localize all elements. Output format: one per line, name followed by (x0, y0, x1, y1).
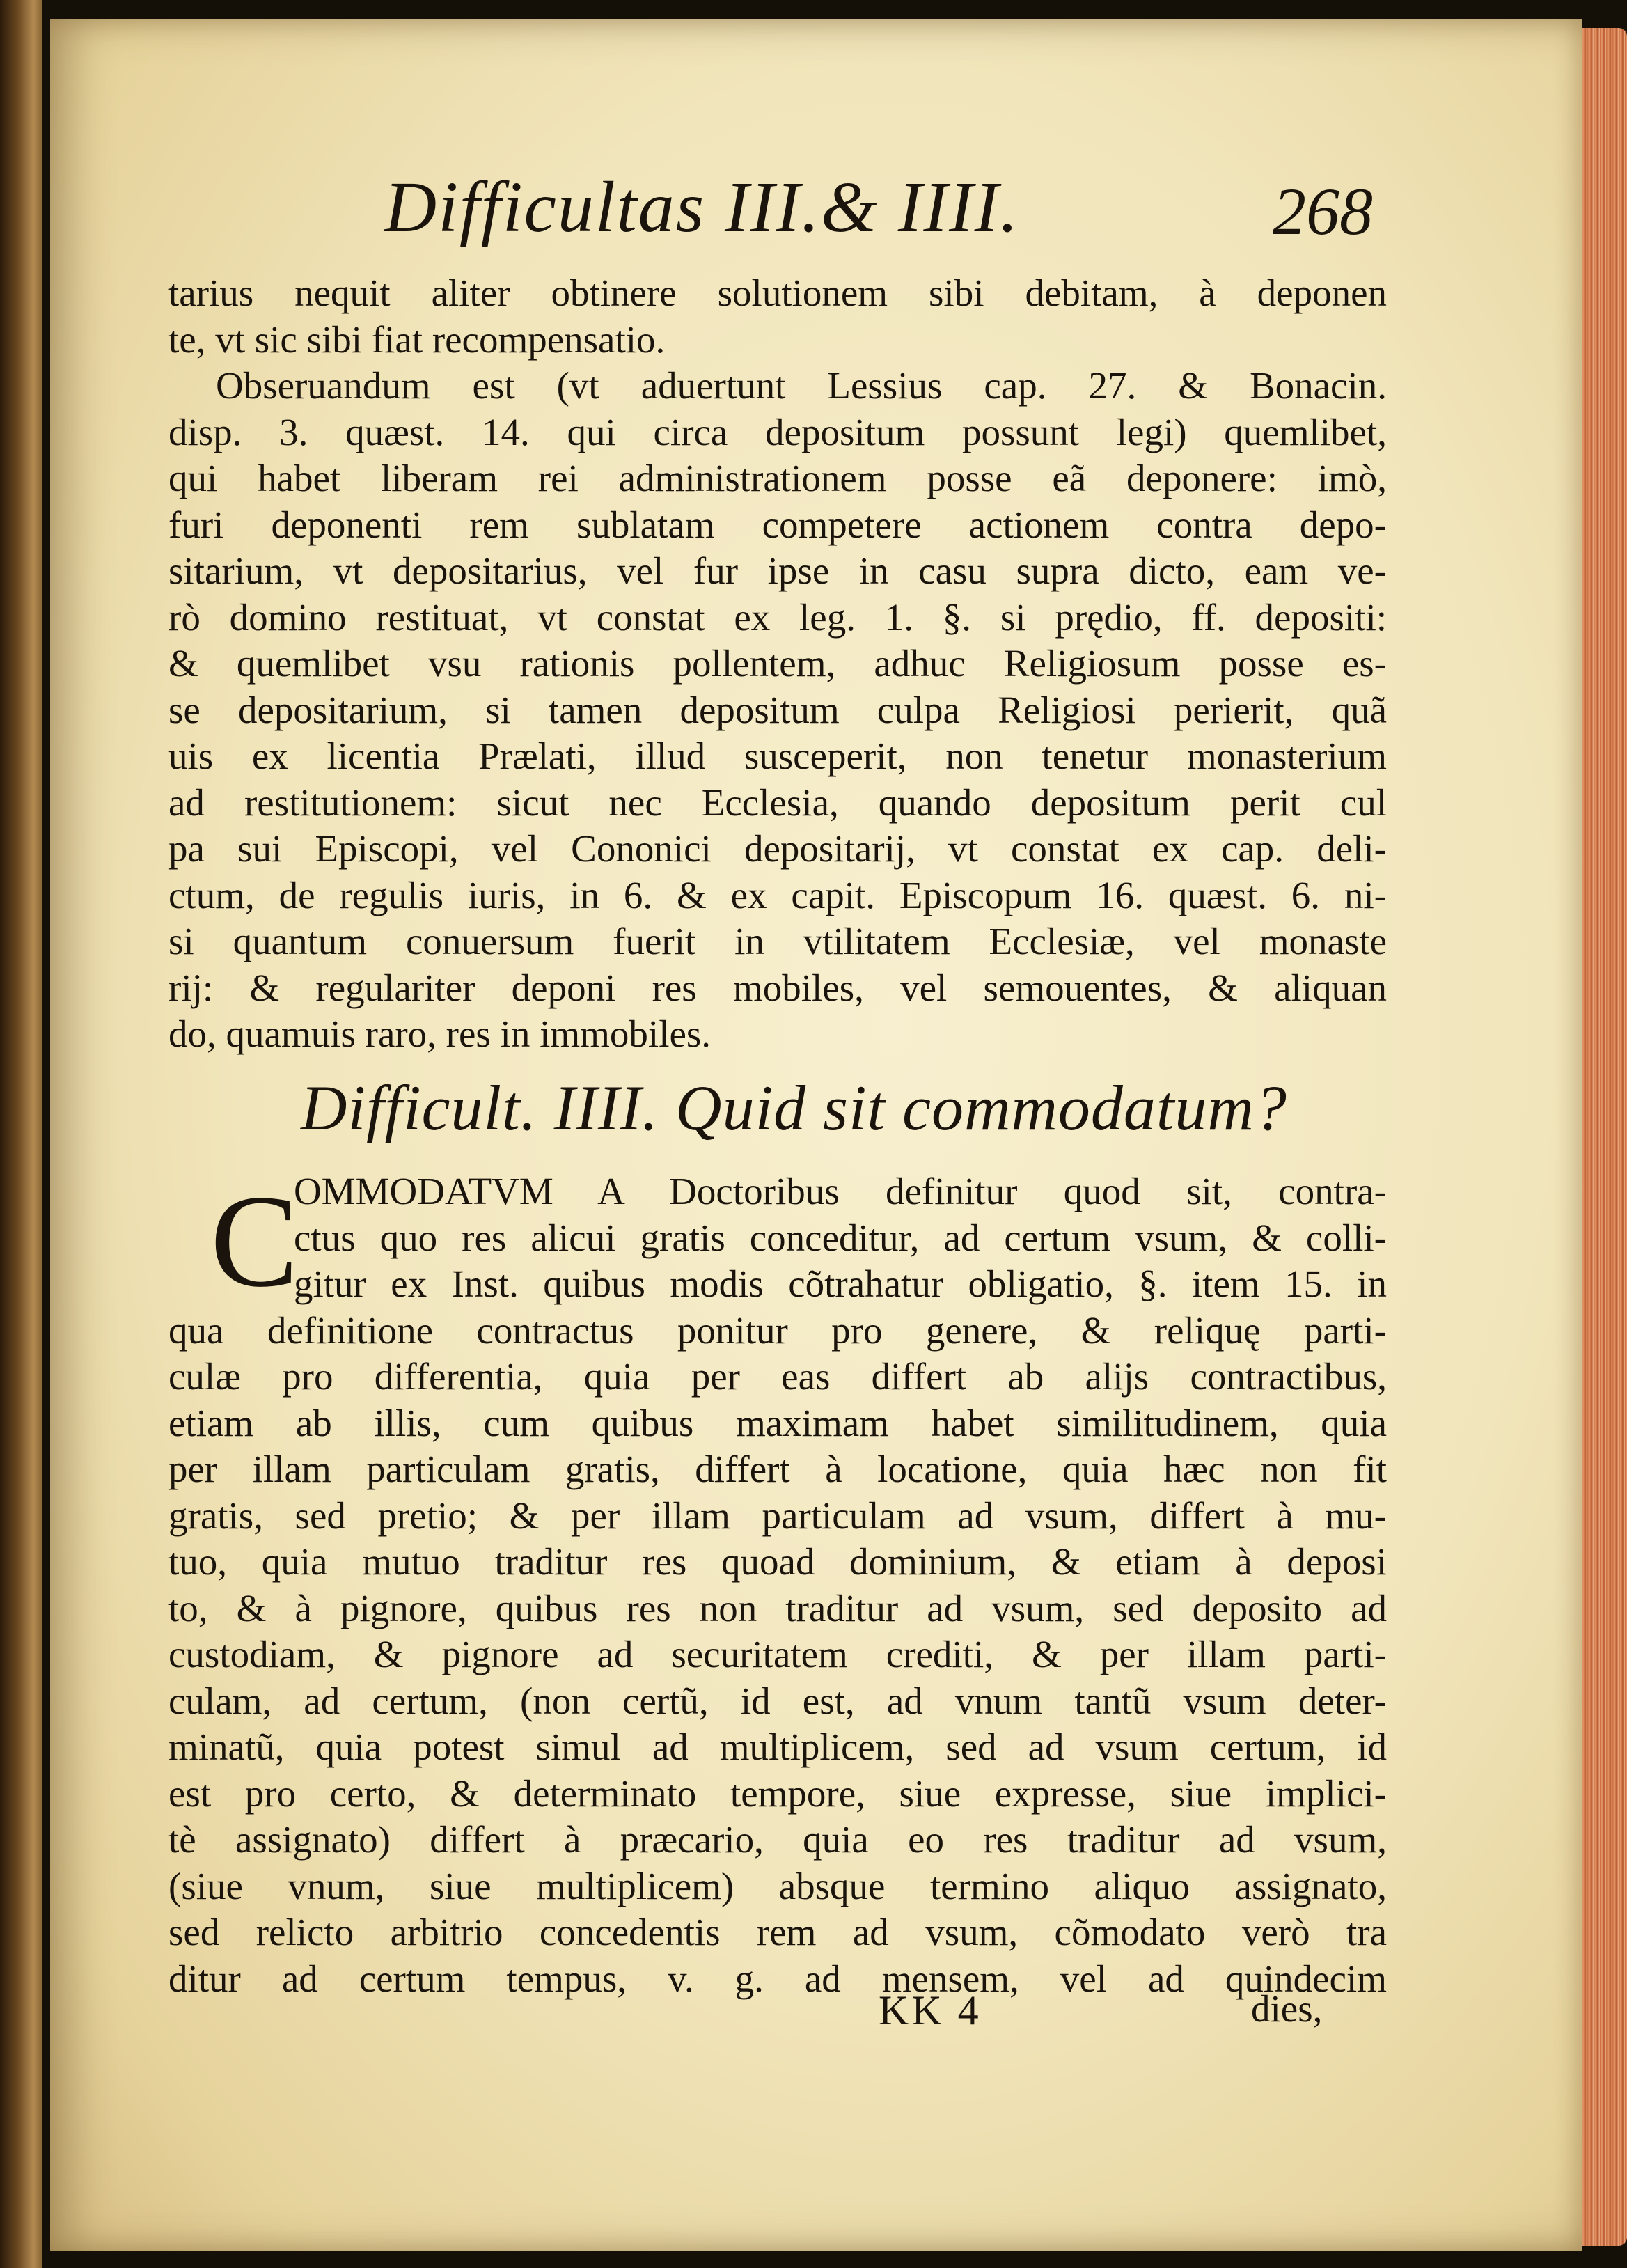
text-line: culam, ad certum, (non certũ, id est, ad vnum tantũ vsum deter- (168, 1679, 1387, 1722)
text-line: sed relicto arbitrio concedentis rem ad vsum, cõmodato verò tra (168, 1911, 1387, 1953)
catchword: dies, (1251, 1987, 1323, 2030)
text-line: gratis, sed pretio; & per illam particulam ad vsum, differt à mu- (168, 1494, 1387, 1537)
book-page (50, 19, 1582, 2251)
previous-page-edge (0, 0, 42, 2268)
text-line: ctus quo res alicui gratis conceditur, ad certum vsum, & colli- (294, 1216, 1387, 1259)
text-line: sitarium, vt depositarius, vel fur ipse in casu supra dicto, eam ve- (168, 549, 1387, 592)
text-line: uis ex licentia Prælati, illud susceperit, non tenetur monasterium (168, 735, 1387, 777)
text-line: furi deponenti rem sublatam competere actionem contra depo- (168, 503, 1387, 546)
text-line: tarius nequit aliter obtinere solutionem sibi debitam, à deponen (168, 272, 1387, 314)
text-line: ditur ad certum tempus, v. g. ad mensem, vel ad quindecim (168, 1957, 1387, 2000)
section-1-text (168, 270, 1387, 1058)
signature-mark: KK 4 (879, 1987, 982, 2033)
drop-cap: C (210, 1168, 299, 1315)
text-line: ctum, de regulis iuris, in 6. & ex capit. Episcopum 16. quæst. 6. ni- (168, 873, 1387, 916)
text-line: est pro certo, & determinato tempore, siue expresse, siue implici- (168, 1772, 1387, 1815)
text-line: tuo, quia mutuo traditur res quoad dominium, & etiam à deposi (168, 1540, 1387, 1583)
text-line: custodiam, & pignore ad securitatem crediti, & per illam parti- (168, 1633, 1387, 1675)
text-line: disp. 3. quæst. 14. qui circa depositum possunt legi) quemlibet, (168, 410, 1387, 453)
text-line: etiam ab illis, cum quibus maximam habet similitudinem, quia (168, 1401, 1387, 1444)
text-line: rij: & regulariter deponi res mobiles, vel semouentes, & aliquan (168, 966, 1387, 1009)
text-line: se depositarium, si tamen depositum culpa Religiosi perierit, quã (168, 688, 1387, 731)
text-line: do, quamuis raro, res in immobiles. (168, 1012, 712, 1055)
section-heading: Difficult. IIII. Quid sit commodatum? (301, 1072, 1287, 1143)
text-line: pa sui Episcopi, vel Cononici depositarij, vt constat ex cap. deli- (168, 827, 1387, 870)
text-line: OMMODATVM A Doctoribus definitur quod sit, contra- (294, 1170, 1387, 1212)
text-line: gitur ex Inst. quibus modis cõtrahatur obligatio, §. item 15. in (294, 1262, 1387, 1305)
text-line: si quantum conuersum fuerit in vtilitatem Ecclesiæ, vel monaste (168, 920, 1387, 962)
text-line: & quemlibet vsu rationis pollentem, adhuc Religiosum posse es- (168, 642, 1387, 685)
text-line: to, & à pignore, quibus res non traditur ad vsum, sed deposito ad (168, 1586, 1387, 1629)
text-line: minatũ, quia potest simul ad multiplicem, sed ad vsum certum, id (168, 1726, 1387, 1768)
text-line: qua definitione contractus ponitur pro genere, & reliquę parti- (168, 1308, 1387, 1352)
text-line: per illam particulam gratis, differt à locatione, quia hæc non fit (168, 1448, 1387, 1490)
text-line: Obseruandum est (vt aduertunt Lessius cap. 27. & Bonacin. (216, 364, 1387, 407)
text-line: culæ pro differentia, quia per eas differt ab alijs contractibus, (168, 1355, 1387, 1398)
text-line: te, vt sic sibi fiat recompensatio. (168, 318, 666, 361)
text-line: tè assignato) differt à præcario, quia eo res traditur ad vsum, (168, 1818, 1387, 1861)
text-line: qui habet liberam rei administrationem posse eã deponere: imò, (168, 457, 1387, 499)
page-header (384, 166, 1373, 270)
page-number: 268 (1273, 174, 1373, 249)
text-line: (siue vnum, siue multiplicem) absque termino aliquo assignato, (168, 1864, 1387, 1907)
section-2-text (168, 1168, 1387, 2002)
book-fore-edge (1575, 28, 1627, 2246)
text-line: ad restitutionem: sicut nec Ecclesia, quando depositum perit cul (168, 781, 1387, 824)
text-line: rò domino restituat, vt constat ex leg. 1. §. si prędio, ff. depositi: (168, 595, 1387, 639)
running-title: Difficultas III.& IIII. (384, 167, 1020, 247)
